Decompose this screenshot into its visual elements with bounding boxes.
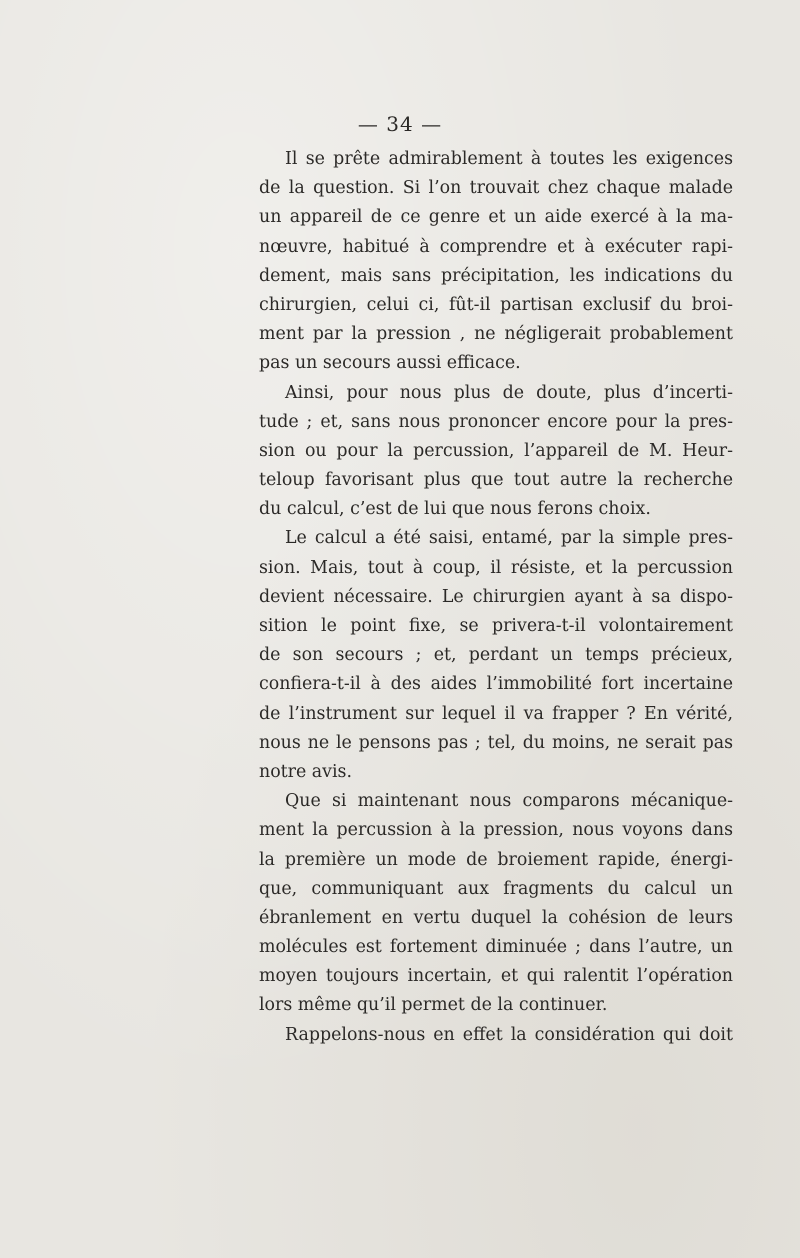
text-line: notre avis. [259, 761, 352, 782]
paragraph [259, 379, 733, 525]
text-line: chirurgien, celui ci, fût-il partisan exclusif du broi- [259, 294, 733, 315]
text-line: de son secours ; et, perdant un temps précieux, [259, 645, 733, 666]
paragraph [259, 1021, 733, 1050]
text-line: Ainsi, pour nous plus de doute, plus d’incerti- [285, 382, 733, 403]
text-line: que, communiquant aux fragments du calcul un [259, 878, 733, 899]
text-line: sion ou pour la percussion, l’appareil de M. Heur- [259, 440, 733, 461]
text-line: de l’instrument sur lequel il va frapper ? En vérité, [259, 703, 733, 724]
text-line: Le calcul a été saisi, entamé, par la simple pres- [285, 528, 733, 549]
text-line: sion. Mais, tout à coup, il résiste, et la percussion [259, 557, 733, 578]
text-line: Rappelons-nous en effet la considération qui doit [285, 1024, 733, 1045]
text-line: nous ne le pensons pas ; tel, du moins, ne serait pas [259, 732, 733, 753]
text-line: sition le point fixe, se privera-t-il volontairement [259, 616, 733, 636]
text-line: Que si maintenant nous comparons mécanique- [285, 791, 733, 812]
text-line: la première un mode de broiement rapide, énergi- [259, 849, 733, 870]
page-number: — 34 — [357, 112, 443, 136]
text-line: dement, mais sans précipitation, les indications du [259, 265, 733, 286]
text-line: un appareil de ce genre et un aide exercé à la ma- [259, 207, 733, 228]
text-line: moyen toujours incertain, et qui ralentit l’opération [259, 966, 733, 987]
paragraph [259, 524, 733, 787]
body-text [259, 145, 733, 1050]
text-line: ébranlement en vertu duquel la cohésion de leurs [259, 907, 733, 928]
text-line: nœuvre, habitué à comprendre et à exécuter rapi- [259, 236, 733, 257]
text-line: pas un secours aussi efficace. [259, 353, 521, 374]
text-line: lors même qu’il permet de la continuer. [259, 995, 608, 1016]
text-line: ment la percussion à la pression, nous voyons dans [259, 820, 733, 841]
text-line: ment par la pression , ne négligerait probablement [259, 324, 733, 345]
text-line: teloup favorisant plus que tout autre la recherche [259, 470, 733, 491]
text-line: confiera-t-il à des aides l’immobilité fort incertaine [259, 674, 733, 695]
text-line: du calcul, c’est de lui que nous ferons choix. [259, 499, 651, 520]
text-line: devient nécessaire. Le chirurgien ayant à sa dispo- [259, 586, 733, 607]
paragraph [259, 787, 733, 1021]
text-line: molécules est fortement diminuée ; dans l’autre, un [259, 937, 733, 958]
text-line: tude ; et, sans nous prononcer encore pour la pres- [259, 411, 733, 432]
text-line: Il se prête admirablement à toutes les exigences [285, 149, 733, 169]
text-line: de la question. Si l’on trouvait chez chaque malade [259, 178, 733, 199]
paragraph [259, 145, 733, 379]
